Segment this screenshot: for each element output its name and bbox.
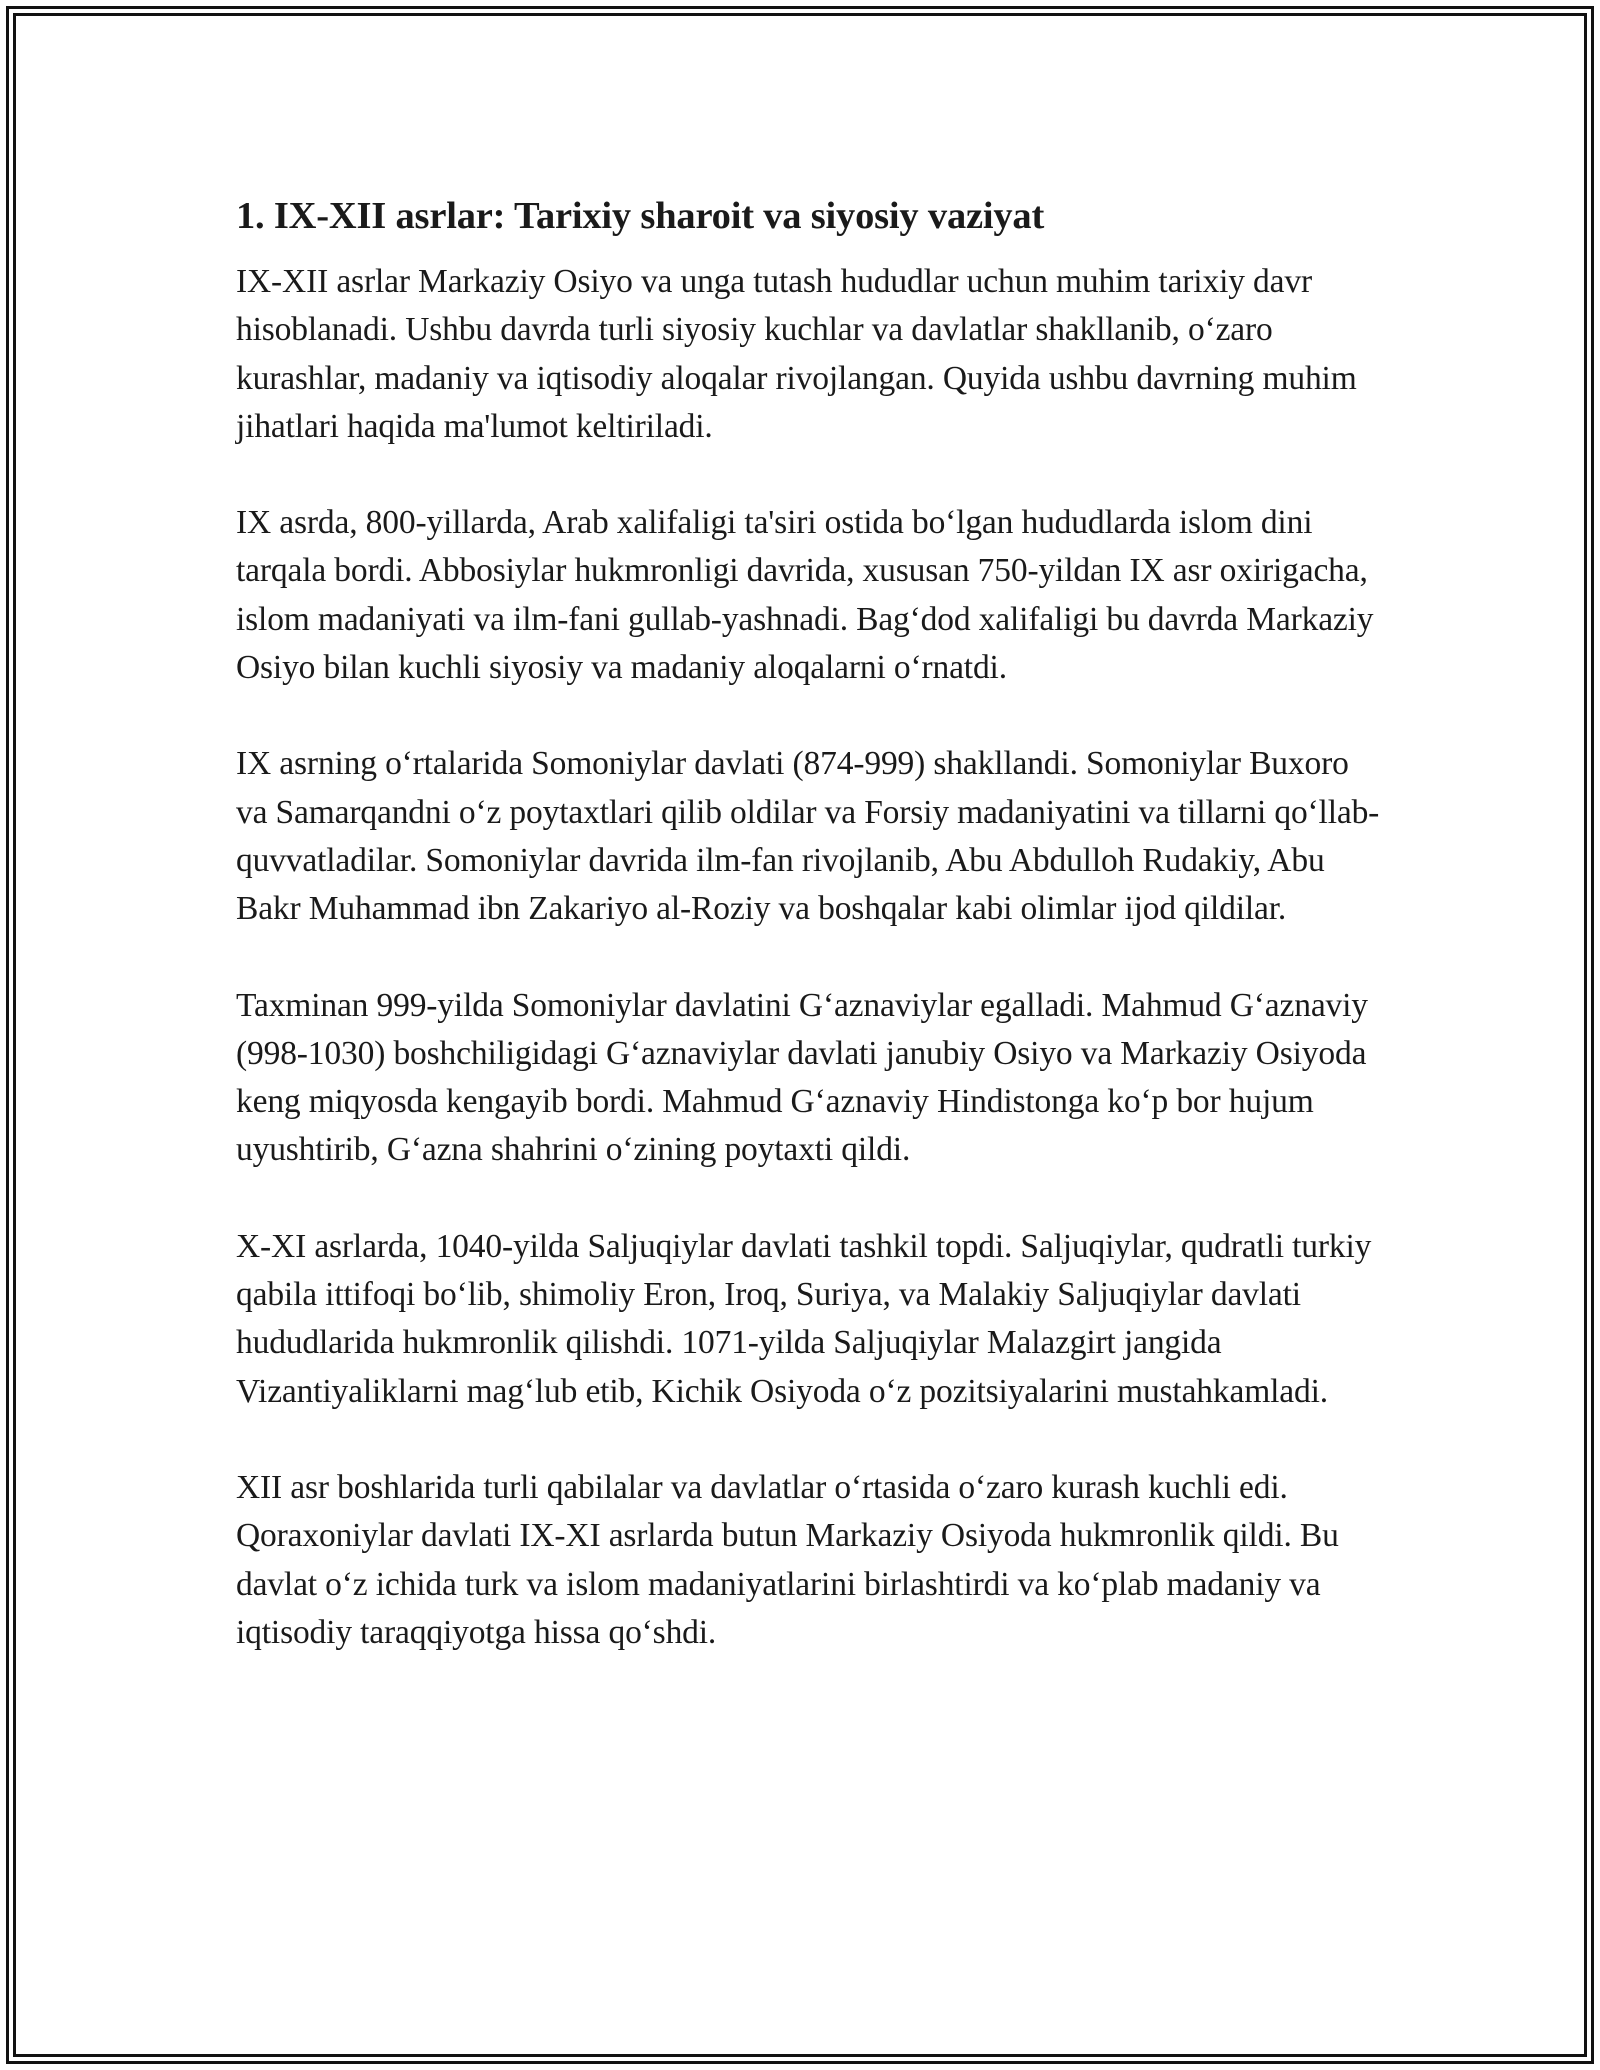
- paragraph-samanids: IX asrning o‘rtalarida Somoniylar davlati (874-999) shakllandi. Somoniylar Buxoro va Samarqandni o‘z poytaxtlari qilib oldilar va Forsiy madaniyatini va tillarni qo‘llab-quvvatladilar. Somoniylar davrida ilm-fan rivojlanib, Abu Abdulloh Rudakiy, Abu Bakr Muhammad ibn Zakariyo al-Roziy va boshqalar kabi olimlar ijod qildilar.: [236, 745, 1380, 928]
- paragraph-karakhanids: XII asr boshlarida turli qabilalar va davlatlar o‘rtasida o‘zaro kurash kuchli edi. Qoraxoniylar davlati IX-XI asrlarda butun Markaziy Osiyoda hukmronlik qildi. Bu davlat o‘z ichida turk va islom madaniyatlarini birlashtirdi va ko‘plab madaniy va iqtisodiy taraqqiyotga hissa qo‘shdi.: [236, 1468, 1339, 1651]
- paragraph-seljuks: X-XI asrlarda, 1040-yilda Saljuqiylar davlati tashkil topdi. Saljuqiylar, qudratli turkiy qabila ittifoqi bo‘lib, shimoliy Eron, Iroq, Suriya, va Malakiy Saljuqiylar davlati hududlarida hukmronlik qilishdi. 1071-yilda Saljuqiylar Malazgirt jangida Vizantiyaliklarni mag‘lub etib, Kichik Osiyoda o‘z pozitsiyalarini mustahkamladi.: [236, 1227, 1372, 1410]
- section-heading: 1. IX-XII asrlar: Tarixiy sharoit va siyosiy vaziyat: [236, 195, 1045, 237]
- document-body: [236, 188, 1386, 1705]
- paragraph-intro: IX-XII asrlar Markaziy Osiyo va unga tutash hududlar uchun muhim tarixiy davr hisoblanadi. Ushbu davrda turli siyosiy kuchlar va davlatlar shakllanib, o‘zaro kurashlar, madaniy va iqtisodiy aloqalar rivojlangan. Quyida ushbu davrning muhim jihatlari haqida ma'lumot keltiriladi.: [236, 263, 1357, 445]
- paragraph-ghaznavids: Taxminan 999-yilda Somoniylar davlatini G‘aznaviylar egalladi. Mahmud G‘aznaviy (998-1030) boshchiligidagi G‘aznaviylar davlati janubiy Osiyo va Markaziy Osiyoda keng miqyosda kengayib bordi. Mahmud G‘aznaviy Hindistonga ko‘p bor hujum uyushtirib, G‘azna shahrini o‘zining poytaxti qildi.: [236, 986, 1368, 1169]
- paragraph-abbasids: IX asrda, 800-yillarda, Arab xalifaligi ta'siri ostida bo‘lgan hududlarda islom dini tarqala bordi. Abbosiylar hukmronligi davrida, xususan 750-yildan IX asr oxirigacha, islom madaniyati va ilm-fani gullab-yashnadi. Bag‘dod xalifaligi bu davrda Markaziy Osiyo bilan kuchli siyosiy va madaniy aloqalarni o‘rnatdi.: [236, 504, 1374, 687]
